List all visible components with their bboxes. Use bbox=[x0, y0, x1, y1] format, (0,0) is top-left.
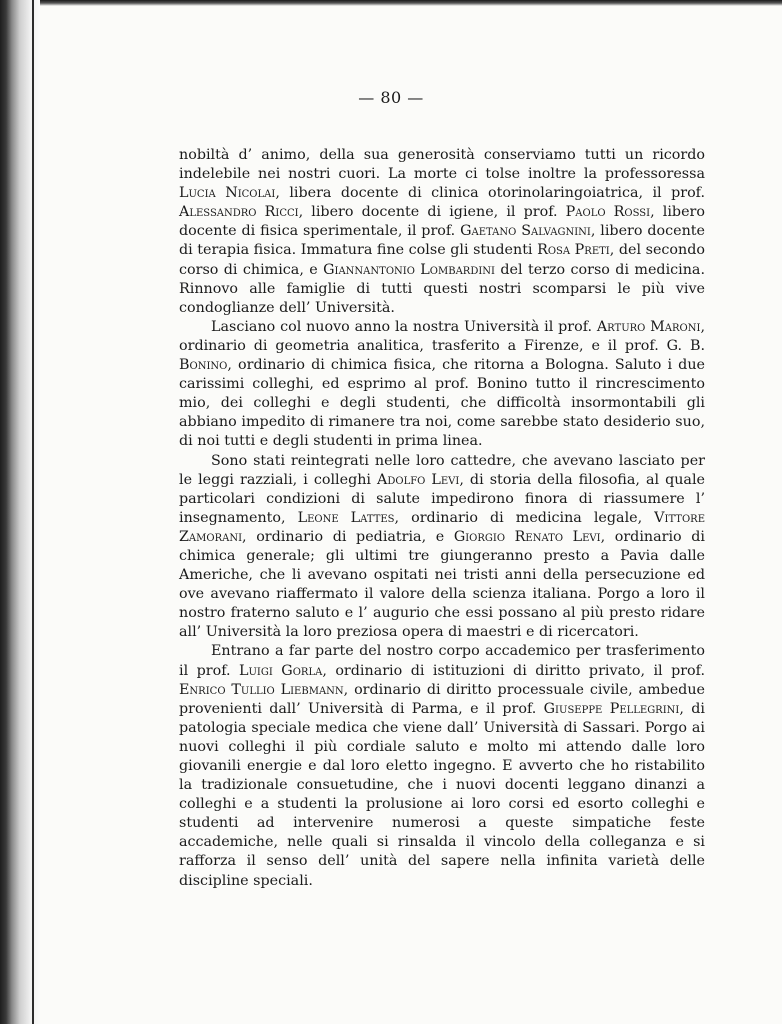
paragraph bbox=[179, 318, 705, 452]
text-run: , di patologia speciale medica che viene dall’ Università di Sassari. Porgo ai nuovi colleghi il più cordiale saluto e molto mi attendo dalle loro giovanili energie e dal loro eletto ingegno. E avverto che ho ristabilito la tradizionale consuetudine, che i nuovi docenti leggano dinanzi a colleghi e a studenti la prolusione ai loro corsi ed esorto colleghi e studenti ad intervenire numerosi a queste simpatiche feste accademiche, nelle quali si rinsalda il vincolo della colleganza e si rafforza il senso dell’ unità del sapere nella infinita varietà delle discipline speciali. bbox=[179, 700, 705, 889]
text-run: , ordinario di geometria analitica, trasferito a Firenze, e il prof. bbox=[179, 318, 705, 354]
person-name: Giuseppe Pellegrini bbox=[543, 700, 680, 717]
person-name: Vittore Zamorani bbox=[179, 509, 705, 545]
text-run: , ordinario di chimica generale; gli ultimi tre giungeranno presto a Pavia dalle Americhe, che li avevano ospitati nei tristi anni della persecuzione ed ove avevano riaffermato il valore della scienza italiana. Porgo a loro il nostro fraterno saluto e l’ augurio che essi possano al più presto ridare all’ Università la loro preziosa opera di maestri e di ricercatori. bbox=[179, 528, 705, 641]
text-run: , ordinario di medicina legale, bbox=[394, 509, 655, 526]
text-run: , ordinario di istituzioni di diritto privato, il prof. bbox=[322, 662, 705, 679]
text-run: , libera docente di clinica otorinolaringoiatrica, il prof. bbox=[275, 185, 706, 202]
text-run: , libero docente di terapia fisica. Immatura fine colse gli studenti bbox=[179, 223, 706, 259]
text-run: , del secondo corso di chimica, e bbox=[179, 242, 705, 278]
person-name: G. B. Bonino bbox=[179, 337, 705, 374]
person-name: Gaetano Salvagnini bbox=[460, 223, 591, 240]
person-name: Rosa Preti bbox=[537, 242, 610, 259]
paragraph bbox=[179, 452, 705, 643]
page-number: — 80 — bbox=[358, 88, 424, 107]
person-name: Paolo Rossi bbox=[565, 204, 651, 221]
paragraph bbox=[179, 642, 705, 890]
paragraph bbox=[179, 146, 705, 318]
text-run: , ordinario di chimica fisica, che ritorna a Bologna. Saluto i due carissimi colleghi, ed esprimo al prof. Bonino tutto il rincrescimento mio, dei colleghi e degli studenti, che difficoltà insormontabili gli abbiano impedito di rimanere tra noi, come sarebbe stato desiderio suo, di noi tutti e degli studenti in prima linea. bbox=[179, 357, 705, 450]
text-run: , ordinario di pediatria, e bbox=[242, 528, 454, 545]
text-run: , libero docente di fisica sperimentale, il prof. bbox=[179, 204, 705, 240]
text-run: , libero docente di igiene, il prof. bbox=[298, 204, 566, 221]
person-name: Adolfo Levi bbox=[377, 471, 460, 488]
text-run: , di storia della filosofia, al quale particolari condizioni di salute impedirono finora di riassumere l’ insegnamento, bbox=[179, 471, 705, 526]
person-name: Enrico Tullio Liebmann bbox=[179, 681, 344, 698]
page-top-edge bbox=[40, 0, 782, 6]
person-name: Alessandro Ricci bbox=[179, 204, 299, 221]
text-run: nobiltà d’ animo, della sua generosità conserviamo tutti un ricordo indelebile nei nostri cuori. La morte ci tolse inoltre la professoressa bbox=[179, 147, 705, 183]
person-name: Arturo Maroni bbox=[596, 318, 701, 335]
text-run: , ordinario di diritto processuale civile, ambedue provenienti dall’ Università di Parma, e il prof. bbox=[179, 681, 705, 717]
body-text bbox=[179, 146, 705, 891]
person-name: Giannantonio Lombardini bbox=[323, 261, 496, 278]
text-run: Entrano a far parte del nostro corpo accademico per trasferimento il prof. bbox=[179, 643, 705, 679]
person-name: Luigi Gorla bbox=[239, 662, 323, 679]
text-run: Sono stati reintegrati nelle loro cattedre, che avevano lasciato per le leggi razziali, i colleghi bbox=[179, 452, 705, 488]
text-run: del terzo corso di medicina. Rinnovo alle famiglie di tutti questi nostri scomparsi le più vive condoglianze dell’ Università. bbox=[179, 261, 705, 316]
person-name: Leone Lattes bbox=[297, 509, 395, 526]
person-name: Lucia Nicolai bbox=[179, 185, 276, 202]
person-name: Giorgio Renato Levi bbox=[453, 528, 601, 545]
text-run: Lasciano col nuovo anno la nostra Università il prof. bbox=[211, 318, 597, 335]
binding-edge-line bbox=[32, 0, 34, 1024]
book-binding-shadow bbox=[0, 0, 40, 1024]
